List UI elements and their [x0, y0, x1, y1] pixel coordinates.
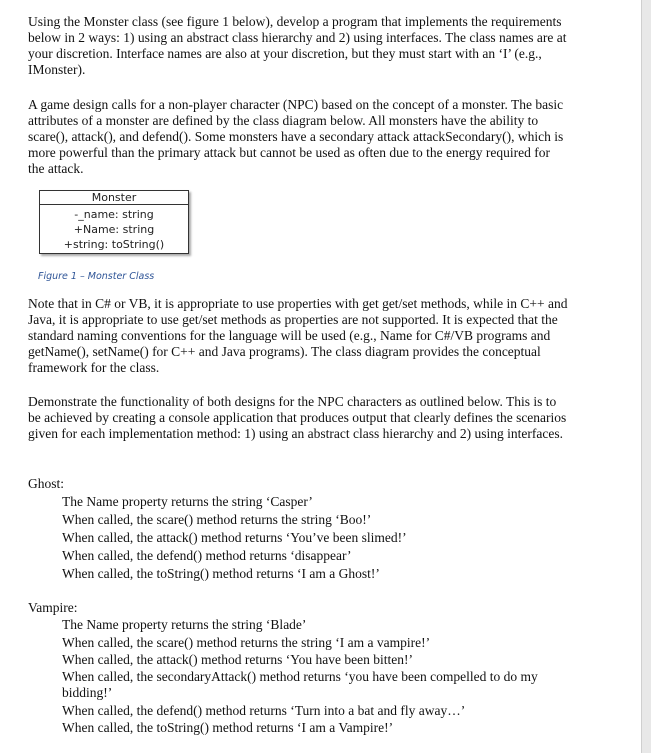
ghost-label: Ghost: [28, 476, 65, 491]
ghost-item: The Name property returns the string ‘Casper’ [62, 494, 313, 509]
uml-member-name-property: +Name: string [73, 223, 155, 236]
vampire-item: The Name property returns the string ‘Blade’ [62, 617, 307, 632]
uml-member-tostring: +string: toString() [63, 238, 165, 251]
vampire-label: Vampire: [28, 600, 78, 615]
ghost-item: When called, the scare() method returns the string ‘Boo!’ [62, 512, 372, 527]
page-edge [641, 0, 651, 753]
vampire-item: When called, the defend() method returns ‘Turn into a bat and fly away…’ [62, 703, 466, 718]
uml-member-private-name: -_name: string [74, 208, 154, 221]
ghost-item: When called, the toString() method returns ‘I am a Ghost!’ [62, 566, 380, 581]
ghost-item: When called, the attack() method returns ‘You’ve been slimed!’ [62, 530, 407, 545]
language-note-paragraph: Note that in C# or VB, it is appropriate to use properties with get get/set methods, while in C++ and Java, it is appropriate to use get/set methods as properties are not supported. It is expected that the standard naming conventions for the language will be used (e.g., Name for C#/VB programs and getName(), setName() for C++ and Java programs). The class diagram provides the conceptual framework for the class. [28, 296, 568, 375]
uml-class-name: Monster [40, 191, 188, 205]
intro-paragraph: Using the Monster class (see figure 1 below), develop a program that implements the requirements below in 2 ways: 1) using an abstract class hierarchy and 2) using interfaces. The class names are at your discretion. Interface names are also at your discretion, but they must start with an ‘I’ (e.g., IMonster). [28, 14, 567, 77]
vampire-item: When called, the secondaryAttack() method returns ‘you have been compelled to do my bidding!’ [62, 669, 538, 700]
vampire-item: When called, the attack() method returns ‘You have been bitten!’ [62, 652, 413, 667]
demonstrate-paragraph: Demonstrate the functionality of both designs for the NPC characters as outlined below. This is to be achieved by creating a console application that produces output that clearly defines the scenarios given for each implementation method: 1) using an abstract class hierarchy and 2) using interfaces. [28, 394, 567, 441]
uml-members [40, 205, 188, 253]
vampire-item: When called, the toString() method returns ‘I am a Vampire!’ [62, 720, 394, 735]
monster-class-diagram [39, 190, 189, 254]
figure-caption: Figure 1 – Monster Class [38, 271, 155, 282]
npc-description-paragraph: A game design calls for a non-player character (NPC) based on the concept of a monster. The basic attributes of a monster are defined by the class diagram below. All monsters have the ability to scare(), attack(), and defend(). Some monsters have a secondary attack attackSecondary(), which is more powerful than the primary attack but cannot be used as often due to the energy required for the attack. [28, 97, 564, 176]
vampire-item: When called, the scare() method returns the string ‘I am a vampire!’ [62, 635, 431, 650]
ghost-item: When called, the defend() method returns ‘disappear’ [62, 548, 352, 563]
